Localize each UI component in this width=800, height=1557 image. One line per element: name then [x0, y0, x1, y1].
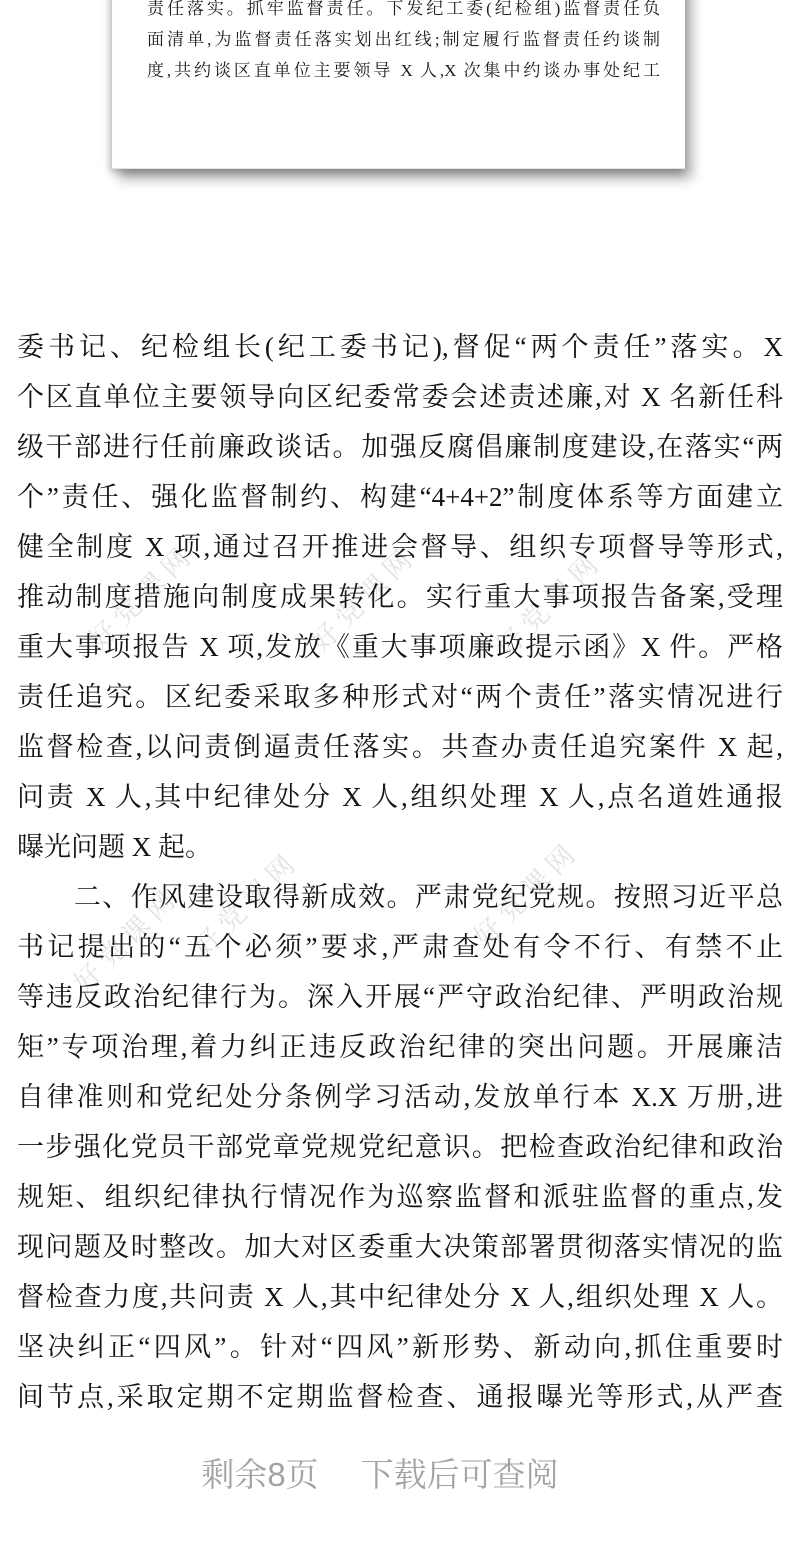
body-text-line: 健全制度 X 项,通过召开推进会督导、组织专项督导等形式, [17, 532, 783, 562]
body-text-line: 自律准则和党纪处分条例学习活动,发放单行本 X.X 万册,进 [17, 1082, 783, 1112]
previous-page-line: 度,共约谈区直单位主要领导 X 人,X 次集中约谈办事处纪工 [147, 61, 660, 80]
body-text-line: 个区直单位主要领导向区纪委常委会述责述廉,对 X 名新任科 [17, 382, 783, 412]
paragraph-two [17, 872, 783, 1422]
body-text-line: 曝光问题 X 起。 [17, 832, 212, 862]
body-text-line: 推动制度措施向制度成果转化。实行重大事项报告备案,受理 [17, 582, 783, 612]
watermark-text: 好党课网 [68, 881, 186, 999]
body-text-line: 督检查力度,共问责 X 人,其中纪律处分 X 人,组织处理 X 人。 [17, 1282, 783, 1312]
body-text-line: 现问题及时整改。加大对区委重大决策部署贯彻落实情况的监 [17, 1232, 783, 1262]
body-text-line: 坚决纠正“四风”。针对“四风”新形势、新动向,抓住重要时 [17, 1332, 783, 1362]
body-text-line: 委书记、纪检组长(纪工委书记),督促“两个责任”落实。X [17, 332, 783, 362]
remaining-pages-note [0, 1455, 780, 1495]
body-text-line: 责任追究。区纪委采取多种形式对“两个责任”落实情况进行 [17, 682, 783, 712]
body-text-line: 二、作风建设取得新成效。严肃党纪党规。按照习近平总 [17, 882, 783, 912]
body-text-line: 间节点,采取定期不定期监督检查、通报曝光等形式,从严查 [17, 1382, 783, 1412]
body-text-line: 个”责任、强化监督制约、构建“4+4+2”制度体系等方面建立 [17, 482, 783, 512]
body-text-line: 规矩、组织纪律执行情况作为巡察监督和派驻监督的重点,发 [17, 1182, 783, 1212]
body-text-line: 等违反政治纪律行为。深入开展“严守政治纪律、严明政治规 [17, 982, 783, 1012]
document-body-text [17, 322, 783, 1422]
body-text-line: 书记提出的“五个必须”要求,严肃查处有令不行、有禁不止 [17, 932, 783, 962]
body-text-line: 监督检查,以问责倒逼责任落实。共查办责任追究案件 X 起, [17, 732, 783, 762]
previous-page-line: 责任落实。抓牢监督责任。下发纪工委(纪检组)监督责任负 [147, 0, 660, 18]
body-text-line: 重大事项报告 X 项,发放《重大事项廉政提示函》X 件。严格 [17, 632, 783, 662]
previous-page-card [112, 0, 685, 169]
previous-page-text [147, 0, 660, 86]
body-text-line: 一步强化党员干部党章党规党纪意识。把检查政治纪律和政治 [17, 1132, 783, 1162]
download-to-view-hint: 下载后可查阅 [360, 1456, 559, 1493]
watermark-text: 好党课网 [491, 545, 609, 663]
previous-page-line: 面清单,为监督责任落实划出红线;制定履行监督责任约谈制 [147, 30, 660, 49]
watermark-text: 好党课网 [188, 845, 306, 963]
body-text-line: 级干部进行任前廉政谈话。加强反腐倡廉制度建设,在落实“两 [17, 432, 783, 462]
paragraph-one [17, 322, 783, 872]
watermark-text: 好党课网 [468, 835, 586, 953]
watermark-text: 好党课网 [305, 540, 423, 658]
body-text-line: 矩”专项治理,着力纠正违反政治纪律的突出问题。开展廉洁 [17, 1032, 783, 1062]
body-text-line: 问责 X 人,其中纪律处分 X 人,组织处理 X 人,点名道姓通报 [17, 782, 783, 812]
remaining-pages-count: 剩余8页 [201, 1456, 319, 1493]
watermark-text: 好党课网 [83, 538, 201, 656]
